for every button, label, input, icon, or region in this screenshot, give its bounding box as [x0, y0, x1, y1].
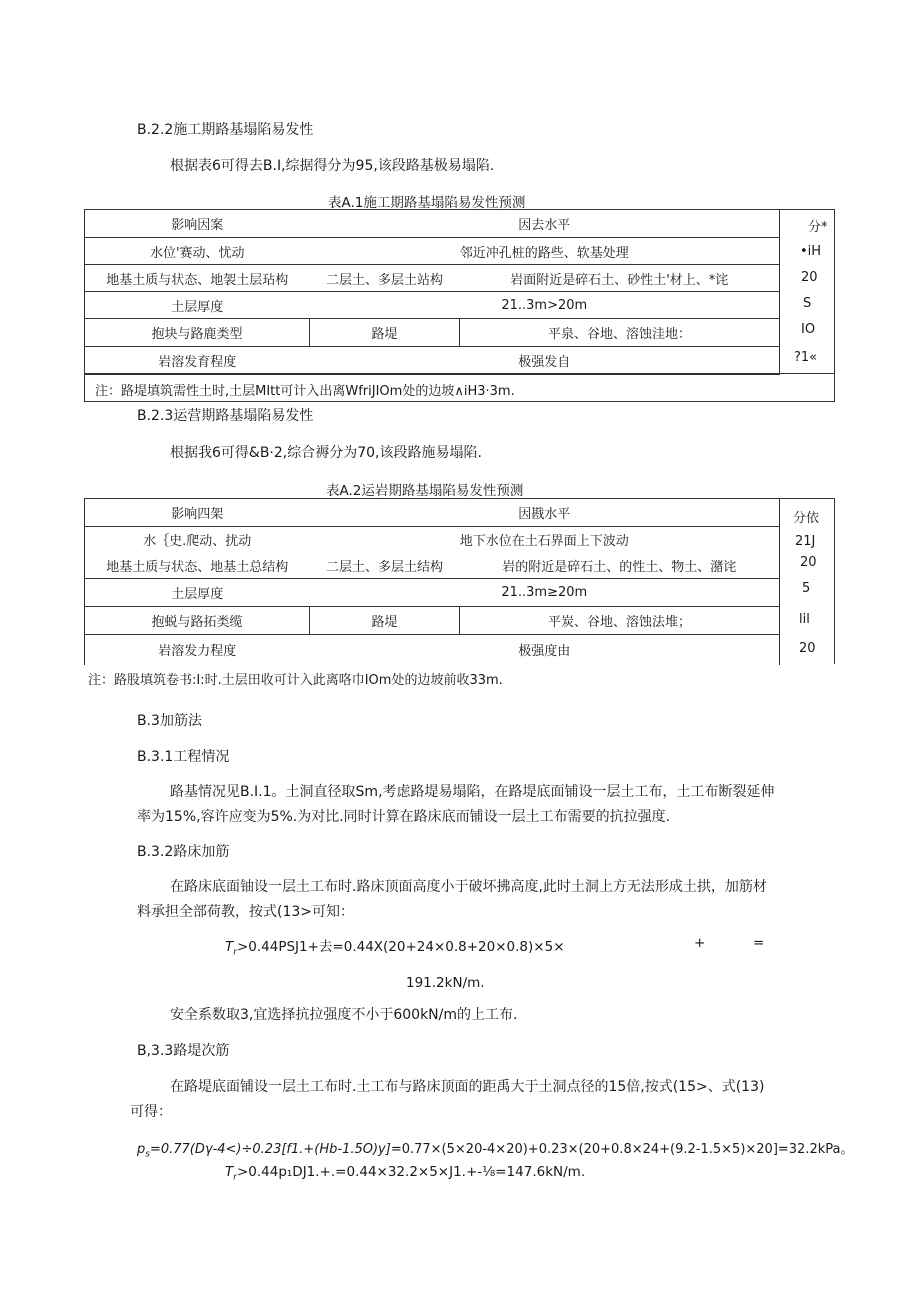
- formula-body: >0.44PSJ1+去=0.44X(20+24×0.8+20×0.8)×5×: [236, 939, 565, 955]
- formula-body: =0.77×(5×20-4×20)+0.23×(20+0.8×24+(9.2-1.5×5)×20]=32.2kPa。: [390, 1142, 854, 1157]
- table1-score: 20: [801, 270, 818, 285]
- table2-score: lil: [799, 612, 810, 627]
- formula-b33-ps: [137, 1138, 853, 1160]
- table1-note: 注：路堤填筑需性土时,土层MItt可计入出离WfriJIOm处的边坡∧iH3·3m.: [95, 384, 515, 399]
- formula-b32: [225, 935, 565, 958]
- formula-b33-tr: [225, 1164, 585, 1183]
- formula-plus: +: [694, 935, 706, 951]
- table-cell: 水｛史.爬动、扰动: [85, 527, 310, 553]
- table2-caption: 表A.2运岩期路基塌陷易发性预测: [326, 483, 524, 499]
- formula-symbol: T: [225, 939, 234, 955]
- paragraph-b33-line2: 可得：: [130, 1104, 172, 1120]
- table-cell: 邻近冲孔桩的路些、软基处理: [310, 238, 780, 265]
- table2-score: 21J: [795, 534, 816, 549]
- table-head-cell: 因戡水平: [310, 499, 780, 527]
- section-heading-b33: B,3.3路堤次筋: [137, 1043, 230, 1059]
- table1-caption-text: 表A.1施工期路基塌陷易发性预测: [328, 195, 526, 211]
- table-cell: 抱蜕与路拓类缆: [85, 607, 310, 635]
- table-cell: 极强度由: [310, 635, 780, 665]
- formula-equals: =: [753, 935, 765, 951]
- table2-frame: [84, 498, 835, 664]
- paragraph-b23: 根据我6可得&B·2,综合褥分为70,该段路施易塌陷.: [170, 445, 482, 461]
- table2-score: 5: [802, 581, 811, 596]
- table-cell: 路堤: [310, 319, 460, 347]
- table1-score: S: [803, 296, 812, 311]
- table-cell: 岩的附近是碎石土、的性土、物土、潴诧: [460, 553, 780, 579]
- table-cell: 地基土质与状态、地袈土层玷构: [85, 265, 310, 292]
- formula-subscript: r: [233, 947, 237, 958]
- table2-note: 注：路股填筑卷书:I:时.土层田收可计入此离咯巾IOm处的边坡前收33m.: [88, 673, 503, 688]
- paragraph-b31-line1: 路基情况见B.I.1。土洞直径取Sm,考虑路堤易塌陷，在路堤底面铺设一层土工布，土工布断裂延伸: [170, 784, 775, 800]
- section-heading-b3: B.3加筋法: [137, 713, 202, 729]
- table-cell: 土层厚度: [85, 292, 310, 319]
- paragraph-b22: 根据表6可得去B.I,综据得分为95,该段路基极易塌陷.: [170, 158, 495, 174]
- table1-score: •iH: [800, 244, 822, 259]
- paragraph-b32-line1: 在路床底面铀设一层土工布时.路床顶面高度小于破坏拂高度,此时土洞上方无法形成土拱，加筋材: [170, 879, 767, 895]
- formula-subscript: r: [233, 1172, 237, 1183]
- section-heading-b31: B.3.1工程情况: [137, 749, 230, 765]
- table-cell: 21..3m>20m: [310, 292, 780, 319]
- table-head-cell: 因去水平: [310, 210, 780, 238]
- table-cell: 极强发自: [310, 347, 780, 375]
- table-cell: 二层土、多层土结构: [310, 553, 460, 579]
- formula-symbol: T: [225, 1164, 234, 1180]
- section-heading-b22: B.2.2施工期路基塌陷易发性: [137, 122, 314, 138]
- table-cell: 抱块与路鹿类型: [85, 319, 310, 347]
- table1-note-divider: [84, 373, 835, 374]
- table-cell: 21..3m≥20m: [310, 579, 780, 607]
- table1-score: ?1«: [794, 350, 818, 365]
- paragraph-b31-line2: 率为15%,容许应变为5%.为对比.同时计算在路床底而铺设一层土工布需要的抗拉强度.: [137, 809, 671, 825]
- table-cell: 土层厚度: [85, 579, 310, 607]
- table-cell: 岩面附近是碎石土、砂性土'材上、*诧: [460, 265, 780, 292]
- formula-body: >0.44p₁DJ1.+.=0.44×32.2×5×J1.+-⅛=147.6kN∕m.: [236, 1164, 586, 1180]
- table2-score: 20: [800, 555, 817, 570]
- paragraph-b33-line1: 在路堤底面铺设一层土工布时.土工布与路床顶面的距禹大于土洞点径的15倍,按式(15>、式(13): [170, 1079, 765, 1095]
- table-cell: 地基土质与状态、地基土总结构: [85, 553, 310, 579]
- table-cell: 岩溶发力程度: [85, 635, 310, 665]
- section-heading-b32: B.3.2路床加筋: [137, 844, 230, 860]
- table-cell: 平泉、谷地、溶蚀洼地：: [460, 319, 780, 347]
- table-cell: 二层土、多层土站构: [310, 265, 460, 292]
- section-heading-b23: B.2.3运营期路基塌陷易发性: [137, 408, 314, 424]
- formula-result: 191.2kN∕m.: [406, 975, 485, 991]
- paragraph-b32-line2: 料承担全部荷教，按式(13>可知：: [137, 904, 355, 920]
- table2-score: 20: [799, 641, 816, 656]
- table-cell: 平炭、谷地、溶蚀法堆；: [460, 607, 780, 635]
- table1-score: IO: [801, 322, 816, 337]
- formula-body: =0.77(Dγ-4<)÷0.23[f1.+(Hb-1.5O)y]: [149, 1142, 391, 1157]
- table-cell: 岩溶发育程度: [85, 347, 310, 375]
- table-cell: 地下水位在土石界面上下波动: [310, 527, 780, 553]
- table-cell: 路堤: [310, 607, 460, 635]
- formula-symbol: p: [137, 1142, 146, 1157]
- table1-score-head: 分*: [808, 220, 828, 235]
- table-cell: 水位'赛动、忧动: [85, 238, 310, 265]
- table-head-cell: 影响因案: [85, 210, 310, 238]
- table2-score-head: 分依: [793, 511, 820, 526]
- table-head-cell: 影响四架: [85, 499, 310, 527]
- paragraph-b32-safety: 安全系数取3,宜选择抗拉强度不小于600kN/m的上工布.: [170, 1007, 518, 1023]
- formula-subscript: s: [145, 1149, 150, 1160]
